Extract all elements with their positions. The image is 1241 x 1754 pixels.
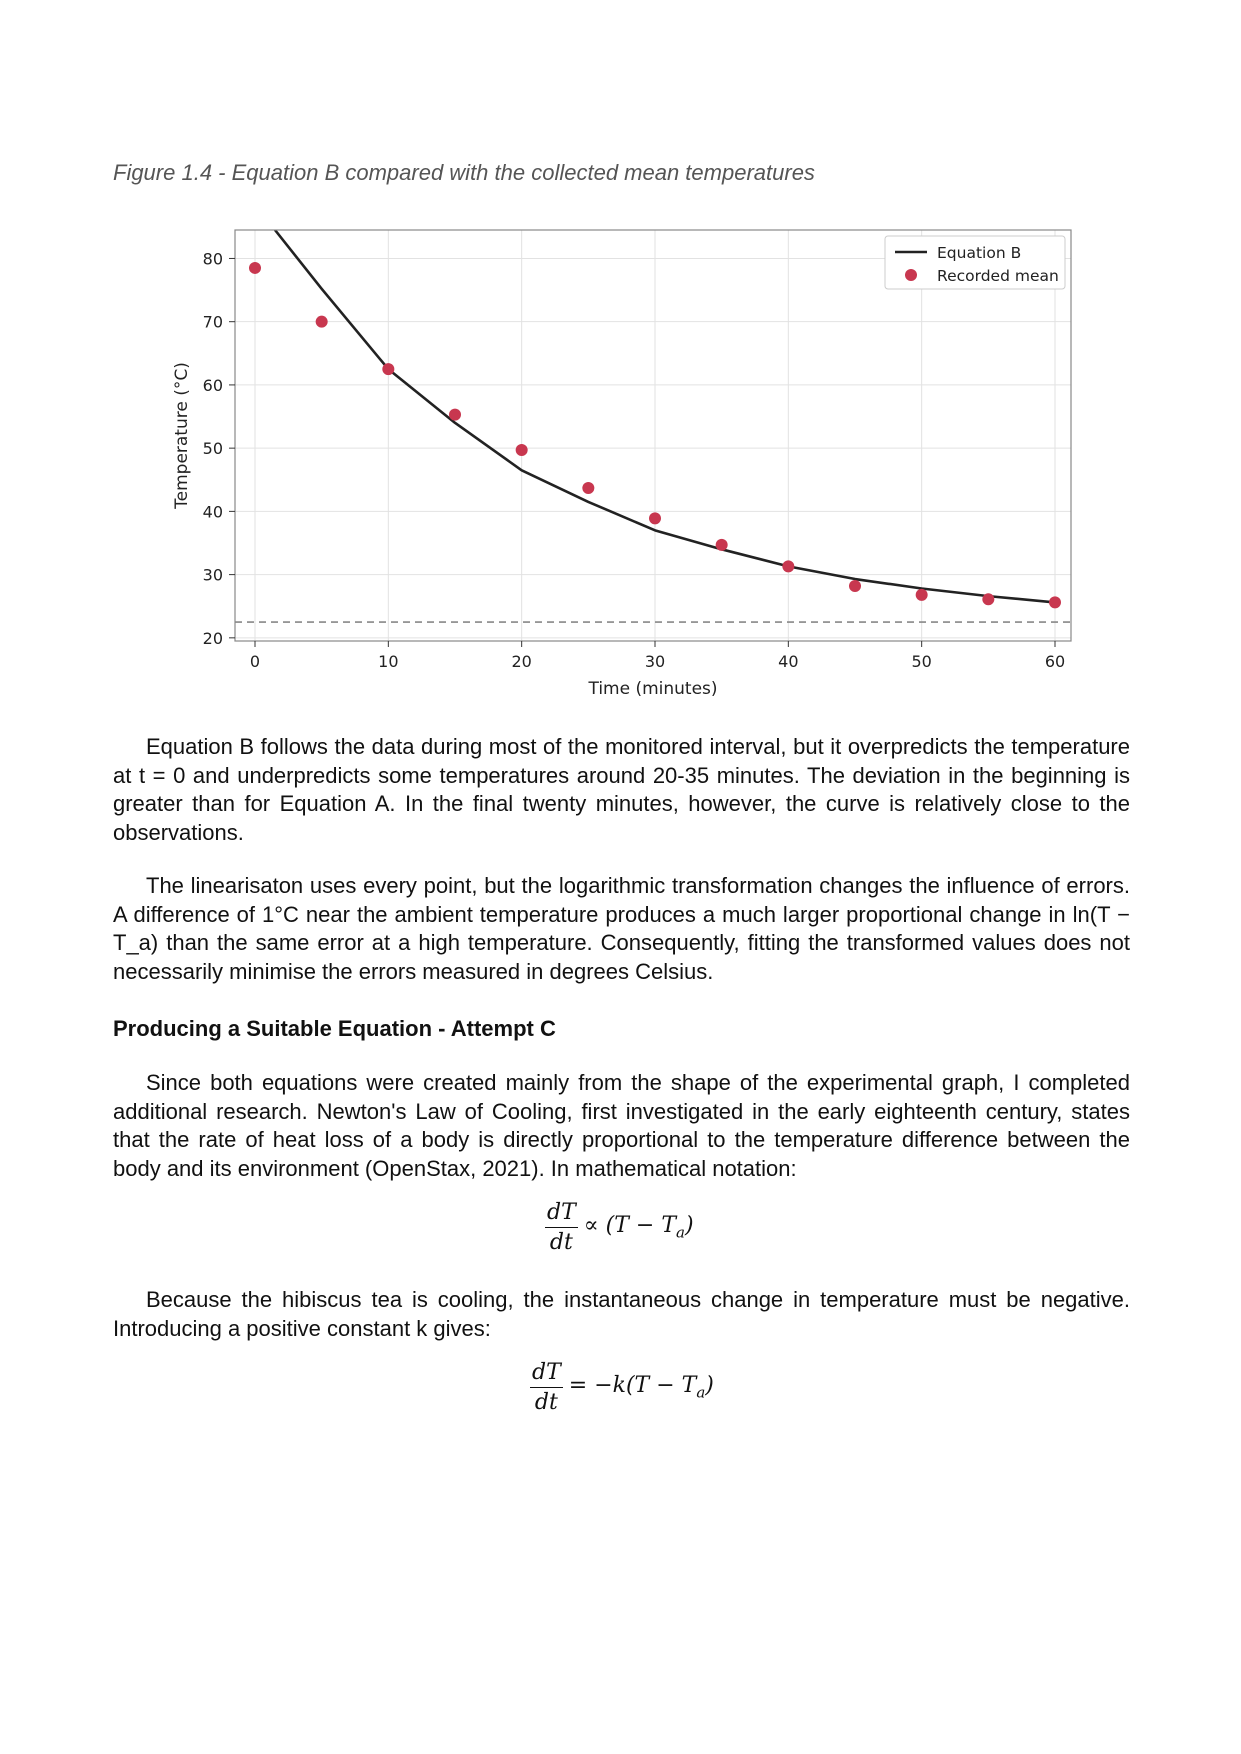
recorded-mean-point: [849, 580, 861, 592]
recorded-mean-point: [382, 363, 394, 375]
y-tick-label: 20: [202, 628, 223, 648]
recorded-mean-point: [582, 482, 594, 494]
eq1-relation: ∝ (T − T: [583, 1213, 676, 1239]
eq2-close: ): [705, 1373, 714, 1399]
recorded-mean-point: [449, 409, 461, 421]
paragraph-newton: Since both equations were created mainly from the shape of the experimental graph, I completed additional research. Newton's Law of Cooling, first investigated in the early eighteenth century, states that the rate of heat loss of a body is directly proportional to the temperature difference between the body and its environment (OpenStax, 2021). In mathematical notation:: [113, 1070, 1130, 1181]
chart-grid: [235, 230, 1071, 641]
paragraph-linearisation: The linearisaton uses every point, but the logarithmic transformation changes the influence of errors. A difference of 1°C near the ambient temperature produces a much larger proportional change in ln(T − T_a) than the same error at a high temperature. Consequently, fitting the transformed values does not necessarily minimise the errors measured in degrees Celsius.: [113, 873, 1130, 984]
recorded-mean-point: [1049, 596, 1061, 608]
x-tick-label: 10: [378, 652, 399, 671]
section-heading: Producing a Suitable Equation - Attempt C: [113, 1016, 556, 1041]
figure-caption: Figure 1.4 - Equation B compared with the collected mean temperatures: [113, 160, 815, 185]
chart-legend: [885, 236, 1065, 289]
recorded-mean-point: [916, 589, 928, 601]
recorded-mean-point: [716, 539, 728, 551]
paragraph-cooling: Because the hibiscus tea is cooling, the instantaneous change in temperature must be negative. Introducing a positive constant k gives:: [113, 1287, 1130, 1341]
cooling-chart: [160, 220, 1100, 710]
x-tick-label: 40: [778, 652, 799, 671]
x-tick-label: 60: [1044, 652, 1066, 671]
chart-ticks: [203, 249, 1066, 671]
eq1-numerator: dT: [545, 1200, 578, 1228]
eq2-subscript: a: [696, 1383, 706, 1402]
eq1-denominator: dt: [549, 1230, 573, 1255]
y-axis-label: Temperature (°C): [172, 362, 192, 509]
x-tick-label: 30: [644, 652, 666, 671]
y-tick-label: 70: [202, 312, 223, 332]
recorded-mean-point: [316, 316, 328, 328]
recorded-mean-point: [249, 262, 261, 274]
paragraph-equation-b: Equation B follows the data during most of the monitored interval, but it overpredicts the temperature at t = 0 and underpredicts some temperatures around 20-35 minutes. The deviation in the beginning is greater than for Equation A. In the final twenty minutes, however, the curve is relatively close to the observations.: [113, 734, 1130, 845]
recorded-mean-point: [982, 593, 994, 605]
y-tick-label: 60: [202, 375, 223, 395]
x-tick-label: 20: [511, 652, 532, 671]
legend-dot-marker: [905, 269, 917, 281]
recorded-mean-point: [649, 512, 661, 524]
plot-frame: [235, 230, 1071, 641]
y-tick-label: 40: [202, 502, 223, 522]
legend-label: Recorded mean: [937, 267, 1059, 285]
legend-label: Equation B: [937, 244, 1022, 262]
y-tick-label: 30: [202, 565, 223, 585]
eq1-close: ): [684, 1213, 694, 1239]
equation-newton: [530, 1360, 714, 1415]
recorded-mean-point: [782, 560, 794, 572]
x-axis-label: Time (minutes): [588, 679, 718, 699]
x-tick-label: 50: [911, 652, 932, 671]
eq2-numerator: dT: [530, 1360, 563, 1388]
x-tick-label: 0: [249, 652, 261, 671]
y-tick-label: 80: [202, 249, 223, 269]
y-tick-label: 50: [202, 439, 223, 459]
recorded-mean-point: [516, 444, 528, 456]
equation-proportional: [545, 1200, 694, 1255]
eq1-subscript: a: [676, 1223, 685, 1242]
eq2-denominator: dt: [534, 1390, 558, 1415]
eq2-relation: = −k(T − T: [568, 1373, 697, 1399]
